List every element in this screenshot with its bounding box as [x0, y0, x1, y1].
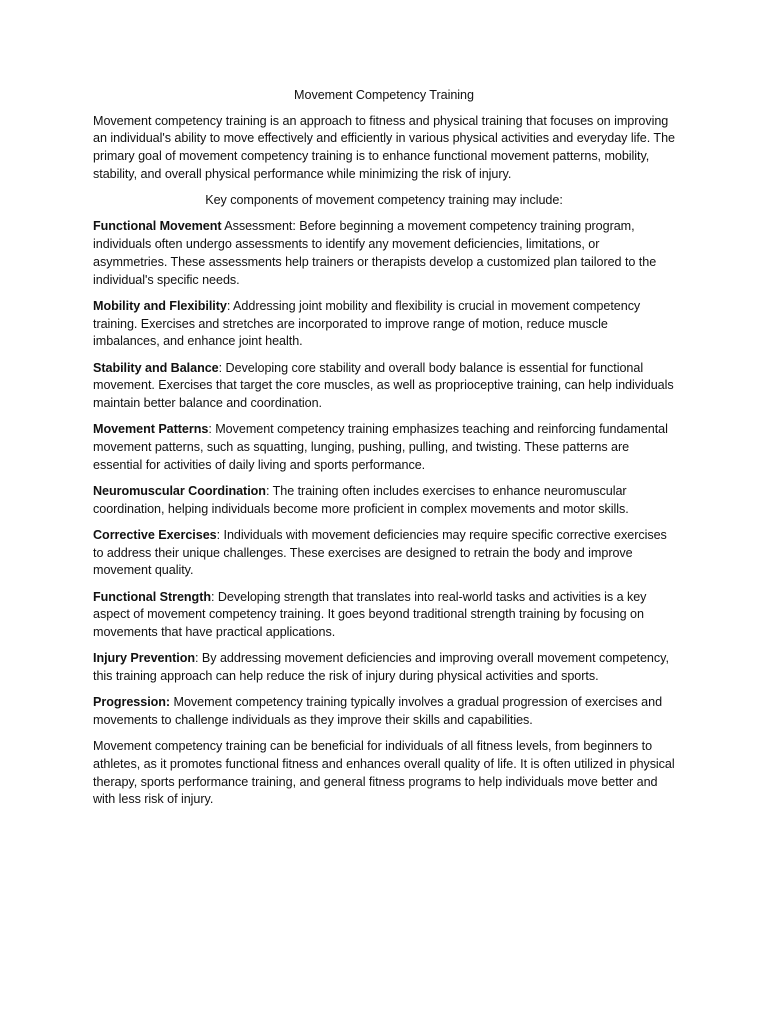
component-text: : Movement competency training emphasizes teaching and reinforcing fundamental movement patterns, such as squatting, lunging, pushing, pulling, and twisting. These patterns are essential for activities of daily living and sports performance. [93, 422, 668, 472]
component-paragraph [93, 527, 675, 580]
component-term: Functional Strength [93, 589, 211, 604]
component-text: Movement competency training typically involves a gradual progression of exercises and movements to challenge individuals as they improve their skills and capabilities. [93, 695, 663, 728]
component-term: Mobility and Flexibility [93, 298, 227, 313]
component-paragraph [93, 483, 675, 518]
document-page [93, 87, 675, 818]
document-title: Movement Competency Training [294, 88, 474, 102]
component-term: Injury Prevention [93, 651, 196, 666]
component-text: : Individuals with movement deficiencies may require specific corrective exercises to address their unique challenges. These exercises are designed to retrain the body and improve movement quality. [93, 527, 667, 578]
component-paragraph [93, 694, 675, 729]
component-paragraph [93, 298, 675, 351]
component-term: Functional Movement [93, 219, 222, 234]
component-term: Corrective Exercises [93, 527, 217, 542]
component-paragraph [93, 589, 675, 642]
component-term: Stability and Balance [93, 360, 219, 375]
component-text: : Addressing joint mobility and flexibility is crucial in movement competency training. Exercises and stretches are incorporated to improve range of motion, reduce muscle imbalances, and enhance joint health. [93, 298, 641, 349]
components-heading: Key components of movement competency training may include: [205, 193, 563, 208]
intro-paragraph: Movement competency training is an approach to fitness and physical training that focuses on improving an individual's ability to move effectively and efficiently in various physical activities and everyday life. The primary goal of movement competency training is to enhance functional movement patterns, mobility, stability, and overall physical performance while minimizing the risk of injury. [93, 113, 675, 181]
component-paragraph [93, 650, 675, 685]
component-text: Assessment: Before beginning a movement competency training program, individuals often undergo assessments to identify any movement deficiencies, limitations, or asymmetries. These assessments help trainers or therapists develop a customized plan tailored to the individual's specific needs. [93, 219, 657, 287]
component-text: : The training often includes exercises to enhance neuromuscular coordination, helping individuals become more proficient in complex movements and motor skills. [93, 483, 629, 516]
conclusion-paragraph: Movement competency training can be beneficial for individuals of all fitness levels, from beginners to athletes, as it promotes functional fitness and enhances overall quality of life. It is often utilized in physical therapy, sports performance training, and general fitness programs to help individuals move better and with less risk of injury. [93, 739, 675, 807]
component-paragraph [93, 218, 675, 289]
component-term: Movement Patterns [93, 422, 209, 437]
component-text: : By addressing movement deficiencies and improving overall movement competency, this training approach can help reduce the risk of injury during physical activities and sports. [93, 651, 669, 684]
component-text: : Developing core stability and overall body balance is essential for functional movement. Exercises that target the core muscles, as well as proprioceptive training, can help individuals maintain better balance and coordination. [93, 360, 674, 410]
component-term: Neuromuscular Coordination [93, 483, 266, 498]
component-text: : Developing strength that translates into real-world tasks and activities is a key aspect of movement competency training. It goes beyond traditional strength training by focusing on movements that have practical applications. [93, 589, 647, 640]
component-paragraph [93, 360, 675, 413]
component-term: Progression: [93, 695, 171, 710]
component-paragraph [93, 421, 675, 474]
